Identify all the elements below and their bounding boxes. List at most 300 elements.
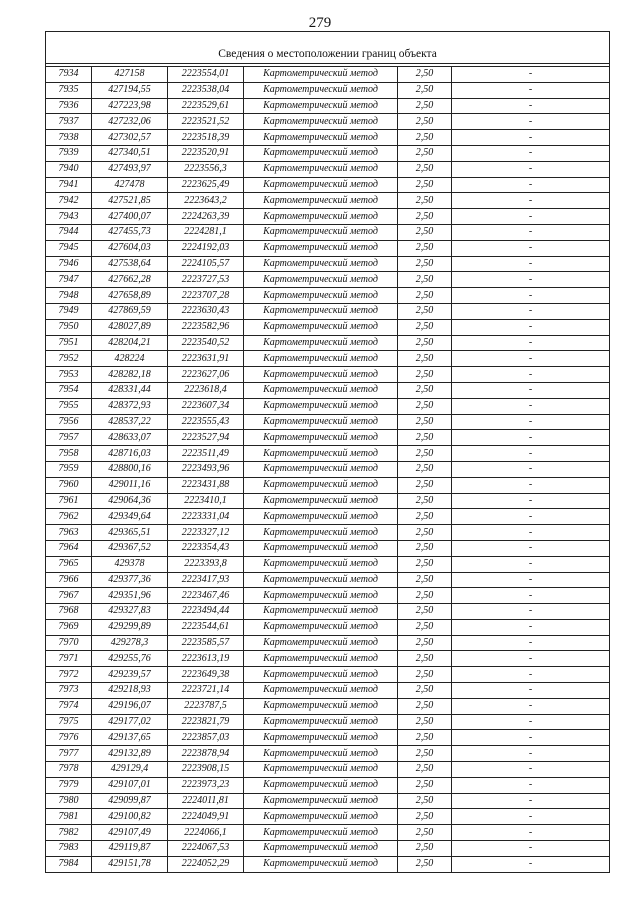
description-cell: - bbox=[452, 335, 610, 351]
point-number-cell: 7976 bbox=[46, 730, 92, 746]
table-row bbox=[46, 130, 610, 146]
accuracy-cell: 2,50 bbox=[398, 461, 452, 477]
x-coordinate-cell: 427658,89 bbox=[92, 288, 168, 304]
y-coordinate-cell: 2223857,03 bbox=[168, 730, 244, 746]
x-coordinate-cell: 427604,03 bbox=[92, 240, 168, 256]
point-number-cell: 7967 bbox=[46, 588, 92, 604]
description-cell: - bbox=[452, 446, 610, 462]
accuracy-cell: 2,50 bbox=[398, 651, 452, 667]
method-cell: Картометрический метод bbox=[244, 177, 398, 193]
x-coordinate-cell: 428537,22 bbox=[92, 414, 168, 430]
method-cell: Картометрический метод bbox=[244, 777, 398, 793]
method-cell: Картометрический метод bbox=[244, 303, 398, 319]
x-coordinate-cell: 428716,03 bbox=[92, 446, 168, 462]
accuracy-cell: 2,50 bbox=[398, 82, 452, 98]
table-row bbox=[46, 762, 610, 778]
method-cell: Картометрический метод bbox=[244, 114, 398, 130]
y-coordinate-cell: 2223410,1 bbox=[168, 493, 244, 509]
table-row bbox=[46, 651, 610, 667]
point-number-cell: 7938 bbox=[46, 130, 92, 146]
y-coordinate-cell: 2223527,94 bbox=[168, 430, 244, 446]
page-number: 279 bbox=[308, 15, 332, 31]
y-coordinate-cell: 2223721,14 bbox=[168, 683, 244, 699]
accuracy-cell: 2,50 bbox=[398, 809, 452, 825]
description-cell: - bbox=[452, 698, 610, 714]
table-row bbox=[46, 335, 610, 351]
point-number-cell: 7972 bbox=[46, 667, 92, 683]
point-number-cell: 7939 bbox=[46, 145, 92, 161]
point-number-cell: 7954 bbox=[46, 382, 92, 398]
boundary-coordinates-table bbox=[45, 31, 610, 873]
x-coordinate-cell: 427455,73 bbox=[92, 224, 168, 240]
x-coordinate-cell: 428633,07 bbox=[92, 430, 168, 446]
y-coordinate-cell: 2223908,15 bbox=[168, 762, 244, 778]
accuracy-cell: 2,50 bbox=[398, 288, 452, 304]
table-row bbox=[46, 398, 610, 414]
y-coordinate-cell: 2223518,39 bbox=[168, 130, 244, 146]
method-cell: Картометрический метод bbox=[244, 430, 398, 446]
point-number-cell: 7945 bbox=[46, 240, 92, 256]
table-row bbox=[46, 856, 610, 872]
accuracy-cell: 2,50 bbox=[398, 683, 452, 699]
table-title: Сведения о местоположении границ объекта bbox=[46, 32, 610, 64]
accuracy-cell: 2,50 bbox=[398, 588, 452, 604]
point-number-cell: 7952 bbox=[46, 351, 92, 367]
table-row bbox=[46, 161, 610, 177]
description-cell: - bbox=[452, 382, 610, 398]
y-coordinate-cell: 2223544,61 bbox=[168, 619, 244, 635]
x-coordinate-cell: 429377,36 bbox=[92, 572, 168, 588]
description-cell: - bbox=[452, 604, 610, 620]
x-coordinate-cell: 429378 bbox=[92, 556, 168, 572]
x-coordinate-cell: 427521,85 bbox=[92, 193, 168, 209]
method-cell: Картометрический метод bbox=[244, 809, 398, 825]
y-coordinate-cell: 2223393,8 bbox=[168, 556, 244, 572]
description-cell: - bbox=[452, 193, 610, 209]
description-cell: - bbox=[452, 477, 610, 493]
table-row bbox=[46, 145, 610, 161]
accuracy-cell: 2,50 bbox=[398, 256, 452, 272]
x-coordinate-cell: 427223,98 bbox=[92, 98, 168, 114]
description-cell: - bbox=[452, 509, 610, 525]
method-cell: Картометрический метод bbox=[244, 730, 398, 746]
description-cell: - bbox=[452, 398, 610, 414]
description-cell: - bbox=[452, 714, 610, 730]
accuracy-cell: 2,50 bbox=[398, 509, 452, 525]
method-cell: Картометрический метод bbox=[244, 209, 398, 225]
point-number-cell: 7940 bbox=[46, 161, 92, 177]
accuracy-cell: 2,50 bbox=[398, 572, 452, 588]
table-row bbox=[46, 556, 610, 572]
x-coordinate-cell: 429100,82 bbox=[92, 809, 168, 825]
table-row bbox=[46, 683, 610, 699]
table-row bbox=[46, 240, 610, 256]
description-cell: - bbox=[452, 114, 610, 130]
table-row bbox=[46, 82, 610, 98]
description-cell: - bbox=[452, 224, 610, 240]
method-cell: Картометрический метод bbox=[244, 509, 398, 525]
description-cell: - bbox=[452, 367, 610, 383]
accuracy-cell: 2,50 bbox=[398, 351, 452, 367]
accuracy-cell: 2,50 bbox=[398, 793, 452, 809]
y-coordinate-cell: 2224192,03 bbox=[168, 240, 244, 256]
table-row bbox=[46, 509, 610, 525]
x-coordinate-cell: 429107,49 bbox=[92, 825, 168, 841]
table-row bbox=[46, 777, 610, 793]
table-row bbox=[46, 698, 610, 714]
y-coordinate-cell: 2223538,04 bbox=[168, 82, 244, 98]
method-cell: Картометрический метод bbox=[244, 82, 398, 98]
x-coordinate-cell: 429327,83 bbox=[92, 604, 168, 620]
method-cell: Картометрический метод bbox=[244, 414, 398, 430]
x-coordinate-cell: 429107,01 bbox=[92, 777, 168, 793]
y-coordinate-cell: 2223494,44 bbox=[168, 604, 244, 620]
x-coordinate-cell: 427662,28 bbox=[92, 272, 168, 288]
x-coordinate-cell: 429137,65 bbox=[92, 730, 168, 746]
accuracy-cell: 2,50 bbox=[398, 414, 452, 430]
accuracy-cell: 2,50 bbox=[398, 619, 452, 635]
table-row bbox=[46, 809, 610, 825]
method-cell: Картометрический метод bbox=[244, 635, 398, 651]
description-cell: - bbox=[452, 730, 610, 746]
description-cell: - bbox=[452, 635, 610, 651]
x-coordinate-cell: 429129,4 bbox=[92, 762, 168, 778]
x-coordinate-cell: 429196,07 bbox=[92, 698, 168, 714]
description-cell: - bbox=[452, 809, 610, 825]
x-coordinate-cell: 428331,44 bbox=[92, 382, 168, 398]
method-cell: Картометрический метод bbox=[244, 793, 398, 809]
point-number-cell: 7961 bbox=[46, 493, 92, 509]
y-coordinate-cell: 2223555,43 bbox=[168, 414, 244, 430]
y-coordinate-cell: 2223878,94 bbox=[168, 746, 244, 762]
table-row bbox=[46, 272, 610, 288]
method-cell: Картометрический метод bbox=[244, 698, 398, 714]
method-cell: Картометрический метод bbox=[244, 651, 398, 667]
point-number-cell: 7978 bbox=[46, 762, 92, 778]
x-coordinate-cell: 429255,76 bbox=[92, 651, 168, 667]
point-number-cell: 7971 bbox=[46, 651, 92, 667]
accuracy-cell: 2,50 bbox=[398, 856, 452, 872]
table-row bbox=[46, 588, 610, 604]
point-number-cell: 7960 bbox=[46, 477, 92, 493]
description-cell: - bbox=[452, 272, 610, 288]
point-number-cell: 7968 bbox=[46, 604, 92, 620]
accuracy-cell: 2,50 bbox=[398, 493, 452, 509]
accuracy-cell: 2,50 bbox=[398, 714, 452, 730]
accuracy-cell: 2,50 bbox=[398, 209, 452, 225]
method-cell: Картометрический метод bbox=[244, 461, 398, 477]
y-coordinate-cell: 2223707,28 bbox=[168, 288, 244, 304]
description-cell: - bbox=[452, 841, 610, 857]
y-coordinate-cell: 2224049,91 bbox=[168, 809, 244, 825]
method-cell: Картометрический метод bbox=[244, 98, 398, 114]
point-number-cell: 7948 bbox=[46, 288, 92, 304]
accuracy-cell: 2,50 bbox=[398, 130, 452, 146]
accuracy-cell: 2,50 bbox=[398, 746, 452, 762]
description-cell: - bbox=[452, 762, 610, 778]
table-row bbox=[46, 177, 610, 193]
table-row bbox=[46, 540, 610, 556]
table-row bbox=[46, 382, 610, 398]
description-cell: - bbox=[452, 540, 610, 556]
point-number-cell: 7941 bbox=[46, 177, 92, 193]
accuracy-cell: 2,50 bbox=[398, 730, 452, 746]
description-cell: - bbox=[452, 461, 610, 477]
description-cell: - bbox=[452, 67, 610, 83]
accuracy-cell: 2,50 bbox=[398, 145, 452, 161]
point-number-cell: 7959 bbox=[46, 461, 92, 477]
y-coordinate-cell: 2224066,1 bbox=[168, 825, 244, 841]
y-coordinate-cell: 2223585,57 bbox=[168, 635, 244, 651]
table-row bbox=[46, 446, 610, 462]
y-coordinate-cell: 2223331,04 bbox=[168, 509, 244, 525]
method-cell: Картометрический метод bbox=[244, 193, 398, 209]
y-coordinate-cell: 2224105,57 bbox=[168, 256, 244, 272]
y-coordinate-cell: 2223631,91 bbox=[168, 351, 244, 367]
accuracy-cell: 2,50 bbox=[398, 556, 452, 572]
method-cell: Картометрический метод bbox=[244, 145, 398, 161]
y-coordinate-cell: 2223625,49 bbox=[168, 177, 244, 193]
y-coordinate-cell: 2224052,29 bbox=[168, 856, 244, 872]
method-cell: Картометрический метод bbox=[244, 588, 398, 604]
method-cell: Картометрический метод bbox=[244, 525, 398, 541]
point-number-cell: 7965 bbox=[46, 556, 92, 572]
x-coordinate-cell: 429351,96 bbox=[92, 588, 168, 604]
y-coordinate-cell: 2223630,43 bbox=[168, 303, 244, 319]
point-number-cell: 7937 bbox=[46, 114, 92, 130]
point-number-cell: 7934 bbox=[46, 67, 92, 83]
table-row bbox=[46, 256, 610, 272]
x-coordinate-cell: 429239,57 bbox=[92, 667, 168, 683]
accuracy-cell: 2,50 bbox=[398, 67, 452, 83]
point-number-cell: 7942 bbox=[46, 193, 92, 209]
method-cell: Картометрический метод bbox=[244, 335, 398, 351]
table-row bbox=[46, 841, 610, 857]
method-cell: Картометрический метод bbox=[244, 272, 398, 288]
accuracy-cell: 2,50 bbox=[398, 193, 452, 209]
method-cell: Картометрический метод bbox=[244, 825, 398, 841]
point-number-cell: 7935 bbox=[46, 82, 92, 98]
accuracy-cell: 2,50 bbox=[398, 604, 452, 620]
y-coordinate-cell: 2223649,38 bbox=[168, 667, 244, 683]
method-cell: Картометрический метод bbox=[244, 714, 398, 730]
method-cell: Картометрический метод bbox=[244, 493, 398, 509]
y-coordinate-cell: 2223354,43 bbox=[168, 540, 244, 556]
y-coordinate-cell: 2223540,52 bbox=[168, 335, 244, 351]
point-number-cell: 7973 bbox=[46, 683, 92, 699]
accuracy-cell: 2,50 bbox=[398, 635, 452, 651]
table-title-row bbox=[46, 32, 610, 64]
accuracy-cell: 2,50 bbox=[398, 367, 452, 383]
point-number-cell: 7956 bbox=[46, 414, 92, 430]
y-coordinate-cell: 2223467,46 bbox=[168, 588, 244, 604]
point-number-cell: 7943 bbox=[46, 209, 92, 225]
method-cell: Картометрический метод bbox=[244, 382, 398, 398]
point-number-cell: 7962 bbox=[46, 509, 92, 525]
x-coordinate-cell: 427493,97 bbox=[92, 161, 168, 177]
x-coordinate-cell: 429011,16 bbox=[92, 477, 168, 493]
point-number-cell: 7983 bbox=[46, 841, 92, 857]
table-row bbox=[46, 224, 610, 240]
point-number-cell: 7947 bbox=[46, 272, 92, 288]
description-cell: - bbox=[452, 683, 610, 699]
point-number-cell: 7975 bbox=[46, 714, 92, 730]
method-cell: Картометрический метод bbox=[244, 683, 398, 699]
point-number-cell: 7979 bbox=[46, 777, 92, 793]
accuracy-cell: 2,50 bbox=[398, 319, 452, 335]
y-coordinate-cell: 2223627,06 bbox=[168, 367, 244, 383]
accuracy-cell: 2,50 bbox=[398, 335, 452, 351]
description-cell: - bbox=[452, 177, 610, 193]
x-coordinate-cell: 429151,78 bbox=[92, 856, 168, 872]
method-cell: Картометрический метод bbox=[244, 856, 398, 872]
description-cell: - bbox=[452, 82, 610, 98]
description-cell: - bbox=[452, 414, 610, 430]
table-row bbox=[46, 730, 610, 746]
description-cell: - bbox=[452, 556, 610, 572]
table-row bbox=[46, 319, 610, 335]
x-coordinate-cell: 429299,89 bbox=[92, 619, 168, 635]
method-cell: Картометрический метод bbox=[244, 604, 398, 620]
accuracy-cell: 2,50 bbox=[398, 272, 452, 288]
description-cell: - bbox=[452, 319, 610, 335]
method-cell: Картометрический метод bbox=[244, 240, 398, 256]
table-row bbox=[46, 525, 610, 541]
table-row bbox=[46, 667, 610, 683]
description-cell: - bbox=[452, 572, 610, 588]
y-coordinate-cell: 2223613,19 bbox=[168, 651, 244, 667]
x-coordinate-cell: 427302,57 bbox=[92, 130, 168, 146]
y-coordinate-cell: 2223643,2 bbox=[168, 193, 244, 209]
x-coordinate-cell: 427538,64 bbox=[92, 256, 168, 272]
y-coordinate-cell: 2223511,49 bbox=[168, 446, 244, 462]
description-cell: - bbox=[452, 430, 610, 446]
y-coordinate-cell: 2223973,23 bbox=[168, 777, 244, 793]
y-coordinate-cell: 2223521,52 bbox=[168, 114, 244, 130]
accuracy-cell: 2,50 bbox=[398, 841, 452, 857]
point-number-cell: 7982 bbox=[46, 825, 92, 841]
accuracy-cell: 2,50 bbox=[398, 825, 452, 841]
method-cell: Картометрический метод bbox=[244, 762, 398, 778]
accuracy-cell: 2,50 bbox=[398, 667, 452, 683]
method-cell: Картометрический метод bbox=[244, 841, 398, 857]
y-coordinate-cell: 2224263,39 bbox=[168, 209, 244, 225]
point-number-cell: 7957 bbox=[46, 430, 92, 446]
description-cell: - bbox=[452, 145, 610, 161]
table-row bbox=[46, 461, 610, 477]
point-number-cell: 7955 bbox=[46, 398, 92, 414]
table-row bbox=[46, 493, 610, 509]
y-coordinate-cell: 2223787,5 bbox=[168, 698, 244, 714]
x-coordinate-cell: 429099,87 bbox=[92, 793, 168, 809]
point-number-cell: 7951 bbox=[46, 335, 92, 351]
accuracy-cell: 2,50 bbox=[398, 540, 452, 556]
description-cell: - bbox=[452, 256, 610, 272]
method-cell: Картометрический метод bbox=[244, 572, 398, 588]
description-cell: - bbox=[452, 493, 610, 509]
y-coordinate-cell: 2223556,3 bbox=[168, 161, 244, 177]
accuracy-cell: 2,50 bbox=[398, 477, 452, 493]
x-coordinate-cell: 429367,52 bbox=[92, 540, 168, 556]
description-cell: - bbox=[452, 777, 610, 793]
table-row bbox=[46, 477, 610, 493]
table-row bbox=[46, 367, 610, 383]
y-coordinate-cell: 2223327,12 bbox=[168, 525, 244, 541]
table-row bbox=[46, 288, 610, 304]
table-row bbox=[46, 351, 610, 367]
y-coordinate-cell: 2224011,81 bbox=[168, 793, 244, 809]
point-number-cell: 7980 bbox=[46, 793, 92, 809]
table-row bbox=[46, 303, 610, 319]
point-number-cell: 7969 bbox=[46, 619, 92, 635]
method-cell: Картометрический метод bbox=[244, 351, 398, 367]
description-cell: - bbox=[452, 130, 610, 146]
accuracy-cell: 2,50 bbox=[398, 161, 452, 177]
method-cell: Картометрический метод bbox=[244, 130, 398, 146]
accuracy-cell: 2,50 bbox=[398, 177, 452, 193]
table-row bbox=[46, 714, 610, 730]
table-row bbox=[46, 825, 610, 841]
description-cell: - bbox=[452, 667, 610, 683]
table-row bbox=[46, 114, 610, 130]
y-coordinate-cell: 2224281,1 bbox=[168, 224, 244, 240]
y-coordinate-cell: 2224067,53 bbox=[168, 841, 244, 857]
table-row bbox=[46, 635, 610, 651]
y-coordinate-cell: 2223431,88 bbox=[168, 477, 244, 493]
x-coordinate-cell: 428224 bbox=[92, 351, 168, 367]
x-coordinate-cell: 427340,51 bbox=[92, 145, 168, 161]
method-cell: Картометрический метод bbox=[244, 367, 398, 383]
description-cell: - bbox=[452, 525, 610, 541]
x-coordinate-cell: 427869,59 bbox=[92, 303, 168, 319]
method-cell: Картометрический метод bbox=[244, 667, 398, 683]
description-cell: - bbox=[452, 303, 610, 319]
table-row bbox=[46, 67, 610, 83]
point-number-cell: 7944 bbox=[46, 224, 92, 240]
point-number-cell: 7964 bbox=[46, 540, 92, 556]
accuracy-cell: 2,50 bbox=[398, 777, 452, 793]
y-coordinate-cell: 2223821,79 bbox=[168, 714, 244, 730]
description-cell: - bbox=[452, 793, 610, 809]
table-row bbox=[46, 414, 610, 430]
description-cell: - bbox=[452, 651, 610, 667]
x-coordinate-cell: 429278,3 bbox=[92, 635, 168, 651]
description-cell: - bbox=[452, 288, 610, 304]
description-cell: - bbox=[452, 588, 610, 604]
description-cell: - bbox=[452, 98, 610, 114]
y-coordinate-cell: 2223618,4 bbox=[168, 382, 244, 398]
x-coordinate-cell: 429119,87 bbox=[92, 841, 168, 857]
x-coordinate-cell: 427194,55 bbox=[92, 82, 168, 98]
x-coordinate-cell: 427158 bbox=[92, 67, 168, 83]
description-cell: - bbox=[452, 619, 610, 635]
table-row bbox=[46, 793, 610, 809]
accuracy-cell: 2,50 bbox=[398, 382, 452, 398]
table-row bbox=[46, 430, 610, 446]
accuracy-cell: 2,50 bbox=[398, 98, 452, 114]
method-cell: Картометрический метод bbox=[244, 161, 398, 177]
description-cell: - bbox=[452, 825, 610, 841]
description-cell: - bbox=[452, 856, 610, 872]
y-coordinate-cell: 2223529,61 bbox=[168, 98, 244, 114]
description-cell: - bbox=[452, 161, 610, 177]
x-coordinate-cell: 429064,36 bbox=[92, 493, 168, 509]
point-number-cell: 7936 bbox=[46, 98, 92, 114]
y-coordinate-cell: 2223727,53 bbox=[168, 272, 244, 288]
method-cell: Картометрический метод bbox=[244, 746, 398, 762]
method-cell: Картометрический метод bbox=[244, 256, 398, 272]
table-row bbox=[46, 619, 610, 635]
